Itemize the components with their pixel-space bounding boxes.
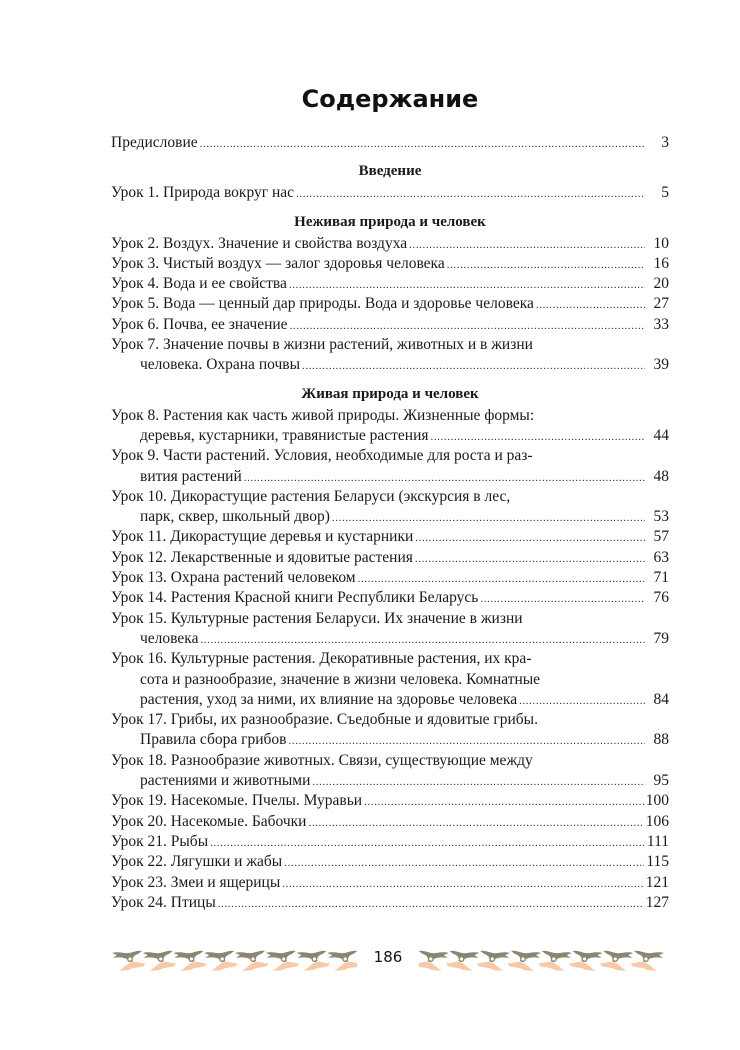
folk-wave-ornament-icon bbox=[111, 945, 357, 975]
entry-text-line: Урок 23. Змеи и ящерицы bbox=[111, 873, 281, 891]
toc-entry[interactable] bbox=[111, 183, 669, 203]
toc-entry[interactable] bbox=[111, 234, 669, 254]
toc-entry[interactable] bbox=[111, 548, 669, 568]
dot-leader bbox=[210, 833, 645, 853]
dot-leader bbox=[290, 316, 645, 336]
page-ref: 57 bbox=[653, 528, 669, 546]
toc-entry[interactable] bbox=[111, 649, 669, 710]
entry-text-line: Урок 17. Грибы, их разнообразие. Съедобные и ядовитые грибы. bbox=[111, 711, 538, 729]
folk-wave-ornament-icon bbox=[419, 945, 665, 975]
page-ref: 127 bbox=[645, 893, 669, 911]
toc-entry[interactable] bbox=[111, 315, 669, 335]
toc-entry[interactable] bbox=[111, 294, 669, 314]
page-ref: 16 bbox=[653, 254, 669, 272]
entry-text-line: Урок 2. Воздух. Значение и свойства воздуха bbox=[111, 234, 408, 252]
toc-entry[interactable] bbox=[111, 335, 669, 376]
page-ref: 5 bbox=[661, 184, 669, 202]
entry-text-line: Урок 5. Вода — ценный дар природы. Вода и здоровье человека bbox=[111, 295, 534, 313]
dot-leader bbox=[415, 549, 645, 569]
toc-entry[interactable] bbox=[111, 487, 669, 528]
entry-text-line: человека bbox=[140, 629, 199, 647]
entry-text-line: Урок 3. Чистый воздух — залог здоровья человека bbox=[111, 254, 445, 272]
page-ref: 88 bbox=[653, 731, 669, 749]
entry-text-line: Правила сбора грибов bbox=[140, 731, 287, 749]
toc-entry[interactable] bbox=[111, 609, 669, 650]
toc-entry[interactable] bbox=[111, 446, 669, 487]
page-ref: 10 bbox=[653, 234, 669, 252]
dot-leader bbox=[536, 295, 645, 315]
page-ref: 39 bbox=[653, 356, 669, 374]
page-number: 186 bbox=[373, 948, 403, 966]
toc-entry[interactable] bbox=[111, 588, 669, 608]
page-ref: 53 bbox=[653, 508, 669, 526]
dot-leader bbox=[289, 731, 646, 751]
section-heading: Введение bbox=[358, 163, 422, 180]
dot-leader bbox=[358, 569, 645, 589]
dot-leader bbox=[218, 894, 644, 914]
entry-text-line: Урок 24. Птицы bbox=[111, 893, 216, 911]
page-ref: 44 bbox=[653, 426, 669, 444]
toc-entry[interactable] bbox=[111, 791, 669, 811]
dot-leader bbox=[200, 630, 645, 650]
page-ref: 48 bbox=[653, 467, 669, 485]
entry-text-line: Урок 12. Лекарственные и ядовитые растения bbox=[111, 548, 413, 566]
dot-leader bbox=[409, 235, 645, 255]
section-heading: Неживая природа и человек bbox=[294, 213, 486, 230]
toc-entry[interactable] bbox=[111, 254, 669, 274]
dot-leader bbox=[282, 874, 643, 894]
table-of-contents bbox=[111, 133, 669, 913]
page-title: Содержание bbox=[301, 85, 479, 113]
page-ref: 106 bbox=[645, 812, 669, 830]
entry-text-line: Урок 20. Насекомые. Бабочки bbox=[111, 812, 307, 830]
entry-text-line: Предисловие bbox=[111, 134, 198, 151]
page-ref: 33 bbox=[653, 315, 669, 333]
dot-leader bbox=[332, 508, 645, 528]
entry-text-line: деревья, кустарники, травянистые растения bbox=[140, 426, 429, 444]
page-ref: 63 bbox=[653, 548, 669, 566]
entry-text-line: Урок 8. Растения как часть живой природы. Жизненные формы: bbox=[111, 406, 535, 424]
toc-entry[interactable] bbox=[111, 893, 669, 913]
entry-text-line: Урок 11. Дикорастущие деревья и кустарники bbox=[111, 528, 414, 546]
dot-leader bbox=[244, 468, 645, 488]
page-ref: 121 bbox=[645, 873, 669, 891]
entry-text-line: Урок 4. Вода и ее свойства bbox=[111, 275, 287, 293]
dot-leader bbox=[312, 772, 645, 792]
page-ref: 71 bbox=[653, 569, 669, 587]
section-heading: Живая природа и человек bbox=[301, 385, 479, 402]
entry-text-line: человека. Охрана почвы bbox=[140, 356, 300, 374]
entry-text-line: Урок 18. Разнообразие животных. Связи, существующие между bbox=[111, 751, 533, 769]
toc-entry[interactable] bbox=[111, 873, 669, 893]
page-ref: 84 bbox=[653, 690, 669, 708]
toc-entry[interactable] bbox=[111, 406, 669, 447]
dot-leader bbox=[289, 275, 645, 295]
entry-text-line: Урок 16. Культурные растения. Декоративные растения, их кра- bbox=[111, 650, 532, 668]
toc-entry[interactable] bbox=[111, 710, 669, 751]
toc-entry[interactable] bbox=[111, 812, 669, 832]
dot-leader bbox=[284, 853, 644, 873]
toc-entry[interactable] bbox=[111, 751, 669, 792]
entry-text-line: Урок 14. Растения Красной книги Республики Беларусь bbox=[111, 589, 479, 607]
entry-text-line: растениями и животными bbox=[140, 772, 311, 790]
toc-entry[interactable] bbox=[111, 852, 669, 872]
dot-leader bbox=[519, 691, 645, 711]
page-ref: 76 bbox=[653, 589, 669, 607]
page-ref: 115 bbox=[646, 853, 669, 871]
toc-entry[interactable] bbox=[111, 527, 669, 547]
page-ref: 95 bbox=[653, 772, 669, 790]
toc-entry[interactable] bbox=[111, 568, 669, 588]
entry-text-line: растения, уход за ними, их влияние на здоровье человека bbox=[140, 690, 518, 708]
entry-text-line: Урок 7. Значение почвы в жизни растений, животных и в жизни bbox=[111, 336, 533, 354]
page-ref: 27 bbox=[653, 295, 669, 313]
page-ref: 20 bbox=[653, 275, 669, 293]
entry-text-line: Урок 6. Почва, ее значение bbox=[111, 315, 288, 333]
dot-leader bbox=[296, 184, 645, 204]
dot-leader bbox=[447, 255, 645, 275]
dot-leader bbox=[308, 813, 643, 833]
page-ref: 100 bbox=[645, 792, 669, 810]
page-ref: 79 bbox=[653, 629, 669, 647]
toc-entry[interactable] bbox=[111, 832, 669, 852]
entry-text-line: Урок 10. Дикорастущие растения Беларуси (экскурсия в лес, bbox=[111, 487, 511, 505]
entry-text-line: парк, сквер, школьный двор) bbox=[140, 508, 330, 526]
entry-text-line: Урок 19. Насекомые. Пчелы. Муравьи bbox=[111, 792, 363, 810]
dot-leader bbox=[480, 589, 645, 609]
dot-leader bbox=[200, 134, 645, 154]
entry-text-line: Урок 22. Лягушки и жабы bbox=[111, 853, 283, 871]
entry-text-line: Урок 15. Культурные растения Беларуси. Их значение в жизни bbox=[111, 609, 523, 627]
entry-text-line: сота и разнообразие, значение в жизни человека. Комнатные bbox=[140, 670, 541, 688]
entry-text-line: Урок 1. Природа вокруг нас bbox=[111, 184, 295, 202]
dot-leader bbox=[302, 356, 645, 376]
entry-text-line: Урок 21. Рыбы bbox=[111, 832, 209, 850]
entry-text-line: Урок 9. Части растений. Условия, необходимые для роста и раз- bbox=[111, 447, 533, 465]
page-ref: 111 bbox=[646, 832, 669, 850]
page-ref: 3 bbox=[661, 134, 669, 151]
dot-leader bbox=[431, 427, 646, 447]
entry-text-line: вития растений bbox=[140, 467, 242, 485]
page-footer bbox=[111, 945, 669, 975]
toc-entry-preface[interactable] bbox=[111, 133, 669, 153]
toc-entry[interactable] bbox=[111, 274, 669, 294]
dot-leader bbox=[415, 528, 645, 548]
dot-leader bbox=[364, 792, 644, 812]
entry-text-line: Урок 13. Охрана растений человеком bbox=[111, 569, 356, 587]
